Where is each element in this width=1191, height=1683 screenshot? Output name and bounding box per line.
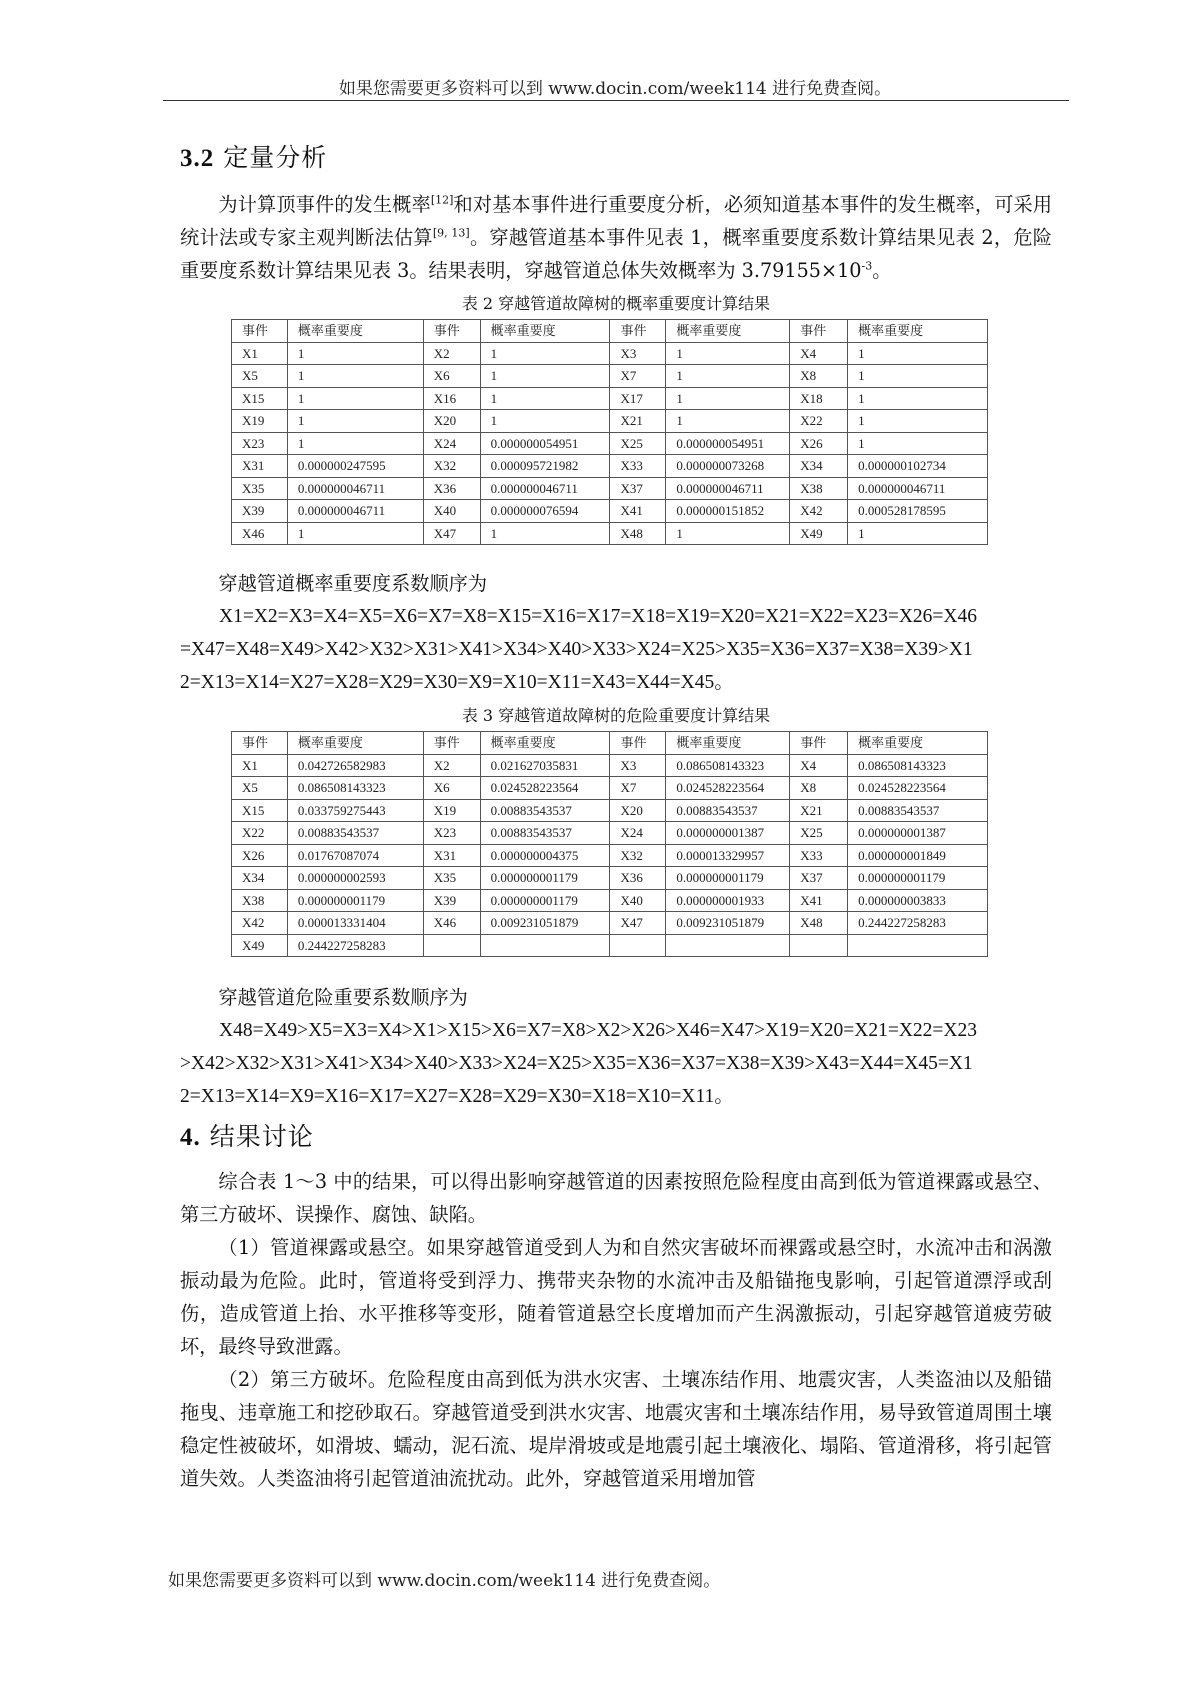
page-footer: 如果您需要更多资料可以到 www.docin.com/week114 进行免费查阅。 [168, 1571, 721, 1591]
prob-order-intro: 穿越管道概率重要度系数顺序为 [218, 572, 488, 595]
value-cell: 0.024528223564 [666, 777, 790, 800]
prob-order-block [180, 567, 1052, 699]
event-cell [610, 934, 666, 957]
value-cell: 1 [848, 387, 988, 410]
event-cell: X46 [423, 912, 480, 935]
table-header-cell: 事件 [232, 320, 288, 343]
event-cell: X33 [610, 455, 666, 478]
event-cell: X25 [790, 822, 848, 845]
event-cell: X4 [790, 754, 848, 777]
value-cell: 0.009231051879 [480, 912, 610, 935]
event-cell: X16 [423, 387, 480, 410]
value-cell: 0.000000076594 [480, 500, 610, 523]
event-cell [790, 934, 848, 957]
table-row [232, 777, 988, 800]
table-header-cell: 概率重要度 [666, 320, 790, 343]
event-cell: X37 [790, 867, 848, 890]
value-cell: 0.00883543537 [848, 799, 988, 822]
table-row [232, 455, 988, 478]
value-cell: 1 [666, 522, 790, 545]
value-cell: 0.021627035831 [480, 754, 610, 777]
table-header-row [232, 320, 988, 343]
prob-order-line: =X47=X48=X49>X42>X32>X31>X41>X34>X40>X33>X24=X25>X35=X36=X37=X38=X39>X1 [180, 639, 973, 660]
prob-order-line: 2=X13=X14=X27=X28=X29=X30=X9=X10=X11=X43=X44=X45。 [180, 672, 734, 693]
value-cell: 0.000000001849 [848, 844, 988, 867]
event-cell: X49 [232, 934, 288, 957]
event-cell: X42 [232, 912, 288, 935]
event-cell: X47 [610, 912, 666, 935]
event-cell: X41 [610, 500, 666, 523]
value-cell: 0.000000002593 [287, 867, 423, 890]
paragraph-quantitative [180, 188, 1052, 287]
event-cell: X7 [610, 365, 666, 388]
event-cell: X41 [790, 889, 848, 912]
value-cell: 0.000095721982 [480, 455, 610, 478]
table-header-cell: 概率重要度 [480, 320, 610, 343]
value-cell: 1 [480, 365, 610, 388]
value-cell [480, 934, 610, 957]
value-cell: 1 [480, 387, 610, 410]
table-row [232, 799, 988, 822]
value-cell: 1 [848, 432, 988, 455]
citation: [9, 13] [432, 226, 470, 240]
event-cell: X38 [790, 477, 848, 500]
value-cell: 0.000000001387 [848, 822, 988, 845]
table-row [232, 867, 988, 890]
prob-order-line: X1=X2=X3=X4=X5=X6=X7=X8=X15=X16=X17=X18=X19=X20=X21=X22=X23=X26=X46 [219, 606, 978, 627]
table-header-cell: 概率重要度 [848, 732, 988, 755]
value-cell: 1 [480, 342, 610, 365]
risk-order-block [180, 981, 1052, 1113]
value-cell: 0.000000046711 [480, 477, 610, 500]
event-cell: X37 [610, 477, 666, 500]
event-cell: X25 [610, 432, 666, 455]
event-cell: X8 [790, 777, 848, 800]
value-cell [666, 934, 790, 957]
header-rule [163, 100, 1069, 101]
section-title: 定量分析 [223, 143, 328, 172]
event-cell: X40 [610, 889, 666, 912]
para-text: 为计算顶事件的发生概率 [218, 193, 431, 216]
risk-order-line: >X42>X32>X31>X41>X34>X40>X33>X24=X25>X35=X36=X37=X38=X39>X43=X44=X45=X1 [180, 1053, 973, 1074]
table-row [232, 934, 988, 957]
event-cell: X39 [232, 500, 288, 523]
section-number: 4. [180, 1124, 201, 1151]
table-header-cell: 概率重要度 [287, 320, 423, 343]
event-cell: X19 [423, 799, 480, 822]
paragraph-third-party: （2）第三方破坏。危险程度由高到低为洪水灾害、土壤冻结作用、地震灾害，人类盗油以及船锚拖曳、违章施工和挖砂取石。穿越管道受到洪水灾害、地震灾害和土壤冻结作用，易导致管道周围土壤稳定性被破坏，如滑坡、蠕动，泥石流、堤岸滑坡或是地震引起土壤液化、塌陷、管道滑移，将引起管道失效。人类盗油将引起管道油流扰动。此外，穿越管道采用增加管 [180, 1368, 1052, 1490]
risk-order-intro: 穿越管道危险重要系数顺序为 [218, 986, 468, 1009]
value-cell: 0.042726582983 [287, 754, 423, 777]
page-header: 如果您需要更多资料可以到 www.docin.com/week114 进行免费查阅。 [338, 79, 892, 99]
value-cell: 1 [287, 432, 423, 455]
table3 [231, 731, 988, 957]
paragraph-exposure: （1）管道裸露或悬空。如果穿越管道受到人为和自然灾害破坏而裸露或悬空时，水流冲击和涡激振动最为危险。此时，管道将受到浮力、携带夹杂物的水流冲击及船锚拖曳影响，引起管道漂浮或刮伤，造成管道上抬、水平推移等变形，随着管道悬空长度增加而产生涡激振动，引起穿越管道疲劳破坏，最终导致泄露。 [180, 1236, 1052, 1358]
value-cell: 0.086508143323 [287, 777, 423, 800]
value-cell: 0.000013329957 [666, 844, 790, 867]
value-cell: 1 [666, 365, 790, 388]
value-cell: 0.000000001933 [666, 889, 790, 912]
value-cell: 1 [848, 522, 988, 545]
value-cell: 0.086508143323 [666, 754, 790, 777]
value-cell: 0.024528223564 [848, 777, 988, 800]
event-cell: X46 [232, 522, 288, 545]
event-cell: X31 [423, 844, 480, 867]
risk-order-line: 2=X13=X14=X9=X16=X17=X27=X28=X29=X30=X18=X10=X11。 [180, 1086, 734, 1107]
event-cell: X36 [610, 867, 666, 890]
event-cell: X19 [232, 410, 288, 433]
table2 [231, 319, 988, 545]
event-cell: X6 [423, 365, 480, 388]
value-cell: 1 [848, 410, 988, 433]
value-cell: 1 [287, 342, 423, 365]
event-cell: X21 [610, 410, 666, 433]
event-cell: X20 [423, 410, 480, 433]
value-cell: 0.000000001387 [666, 822, 790, 845]
citation: [12] [430, 193, 454, 207]
value-cell: 0.00883543537 [287, 822, 423, 845]
value-cell: 1 [848, 342, 988, 365]
table3-caption: 表 3 穿越管道故障树的危险重要度计算结果 [461, 706, 771, 725]
table-header-cell: 概率重要度 [848, 320, 988, 343]
event-cell: X36 [423, 477, 480, 500]
event-cell [423, 934, 480, 957]
table-row [232, 889, 988, 912]
section-4-heading [180, 1117, 1052, 1153]
event-cell: X24 [423, 432, 480, 455]
event-cell: X2 [423, 342, 480, 365]
event-cell: X22 [232, 822, 288, 845]
value-cell: 1 [287, 410, 423, 433]
event-cell: X8 [790, 365, 848, 388]
value-cell: 0.00883543537 [480, 822, 610, 845]
value-cell: 0.000000247595 [287, 455, 423, 478]
event-cell: X7 [610, 777, 666, 800]
para-text: 和对基本事件进行重要度分析，必须知道基本事件的发生概率，可采用统计法或专家主观判断法估算 [180, 193, 1053, 249]
value-cell: 0.244227258283 [287, 934, 423, 957]
value-cell: 0.000000073268 [666, 455, 790, 478]
table-row [232, 477, 988, 500]
event-cell: X23 [423, 822, 480, 845]
event-cell: X5 [232, 365, 288, 388]
event-cell: X38 [232, 889, 288, 912]
event-cell: X20 [610, 799, 666, 822]
event-cell: X35 [423, 867, 480, 890]
value-cell: 0.000000001179 [848, 867, 988, 890]
section-title: 结果讨论 [209, 1122, 314, 1151]
value-cell: 1 [480, 410, 610, 433]
value-cell: 0.00883543537 [666, 799, 790, 822]
document-body [180, 138, 1052, 1495]
value-cell: 0.000000046711 [848, 477, 988, 500]
table-row [232, 432, 988, 455]
event-cell: X24 [610, 822, 666, 845]
value-cell: 0.000000001179 [480, 867, 610, 890]
event-cell: X47 [423, 522, 480, 545]
value-cell: 0.000000046711 [287, 500, 423, 523]
event-cell: X33 [790, 844, 848, 867]
event-cell: X2 [423, 754, 480, 777]
value-cell: 1 [666, 387, 790, 410]
value-cell: 0.086508143323 [848, 754, 988, 777]
event-cell: X34 [790, 455, 848, 478]
para-text: 。穿越管道基本事件见表 1，概率重要度系数计算结果见表 2，危险重要度系数计算结果见表 3。结果表明，穿越管道总体失效概率为 3.79155×10 [180, 226, 1052, 282]
value-cell: 0.000013331404 [287, 912, 423, 935]
value-cell: 0.033759275443 [287, 799, 423, 822]
table-row [232, 754, 988, 777]
table2-body [232, 320, 988, 545]
event-cell: X3 [610, 342, 666, 365]
event-cell: X22 [790, 410, 848, 433]
event-cell: X31 [232, 455, 288, 478]
table-header-row [232, 732, 988, 755]
value-cell: 1 [480, 522, 610, 545]
table-header-cell: 事件 [790, 320, 848, 343]
value-cell: 0.000000003833 [848, 889, 988, 912]
table3-body [232, 732, 988, 957]
table-row [232, 410, 988, 433]
event-cell: X40 [423, 500, 480, 523]
event-cell: X18 [790, 387, 848, 410]
table-header-cell: 事件 [790, 732, 848, 755]
event-cell: X6 [423, 777, 480, 800]
event-cell: X17 [610, 387, 666, 410]
value-cell: 0.024528223564 [480, 777, 610, 800]
event-cell: X15 [232, 387, 288, 410]
section-number: 3.2 [180, 145, 215, 172]
table-header-cell: 事件 [232, 732, 288, 755]
event-cell: X35 [232, 477, 288, 500]
value-cell: 0.000000102734 [848, 455, 988, 478]
value-cell: 0.000000001179 [480, 889, 610, 912]
event-cell: X21 [790, 799, 848, 822]
table-header-cell: 事件 [610, 732, 666, 755]
value-cell: 0.244227258283 [848, 912, 988, 935]
event-cell: X48 [610, 522, 666, 545]
value-cell: 0.000000046711 [666, 477, 790, 500]
table-row [232, 912, 988, 935]
value-cell: 0.000000004375 [480, 844, 610, 867]
value-cell: 1 [287, 365, 423, 388]
event-cell: X15 [232, 799, 288, 822]
section-3-2-heading [180, 138, 1052, 174]
exponent: -3 [861, 259, 873, 273]
event-cell: X34 [232, 867, 288, 890]
value-cell: 0.000000054951 [480, 432, 610, 455]
table-row [232, 342, 988, 365]
table2-caption: 表 2 穿越管道故障树的概率重要度计算结果 [461, 294, 771, 313]
value-cell: 0.000000001179 [666, 867, 790, 890]
value-cell: 0.000000151852 [666, 500, 790, 523]
table-header-cell: 概率重要度 [480, 732, 610, 755]
event-cell: X1 [232, 342, 288, 365]
event-cell: X26 [232, 844, 288, 867]
table-row [232, 844, 988, 867]
table-row [232, 387, 988, 410]
table-header-cell: 事件 [610, 320, 666, 343]
table-header-cell: 事件 [423, 320, 480, 343]
event-cell: X48 [790, 912, 848, 935]
event-cell: X42 [790, 500, 848, 523]
value-cell: 0.01767087074 [287, 844, 423, 867]
value-cell: 1 [666, 410, 790, 433]
event-cell: X39 [423, 889, 480, 912]
table-header-cell: 概率重要度 [287, 732, 423, 755]
value-cell: 0.000000046711 [287, 477, 423, 500]
table-row [232, 822, 988, 845]
value-cell: 0.009231051879 [666, 912, 790, 935]
table-row [232, 522, 988, 545]
table-row [232, 365, 988, 388]
value-cell: 1 [287, 522, 423, 545]
value-cell: 0.00883543537 [480, 799, 610, 822]
event-cell: X4 [790, 342, 848, 365]
value-cell: 1 [666, 342, 790, 365]
event-cell: X5 [232, 777, 288, 800]
event-cell: X32 [423, 455, 480, 478]
table-header-cell: 事件 [423, 732, 480, 755]
value-cell: 1 [848, 365, 988, 388]
value-cell [848, 934, 988, 957]
paragraph-summary: 综合表 1～3 中的结果，可以得出影响穿越管道的因素按照危险程度由高到低为管道裸露或悬空、第三方破坏、误操作、腐蚀、缺陷。 [180, 1170, 1052, 1226]
event-cell: X32 [610, 844, 666, 867]
event-cell: X3 [610, 754, 666, 777]
risk-order-line: X48=X49>X5=X3=X4>X1>X15>X6=X7=X8>X2>X26>X46=X47>X19=X20=X21=X22=X23 [219, 1020, 978, 1041]
event-cell: X23 [232, 432, 288, 455]
value-cell: 1 [287, 387, 423, 410]
value-cell: 0.000000054951 [666, 432, 790, 455]
para-text: 。 [872, 259, 892, 282]
event-cell: X49 [790, 522, 848, 545]
event-cell: X26 [790, 432, 848, 455]
table-header-cell: 概率重要度 [666, 732, 790, 755]
event-cell: X1 [232, 754, 288, 777]
value-cell: 0.000528178595 [848, 500, 988, 523]
table-row [232, 500, 988, 523]
value-cell: 0.000000001179 [287, 889, 423, 912]
